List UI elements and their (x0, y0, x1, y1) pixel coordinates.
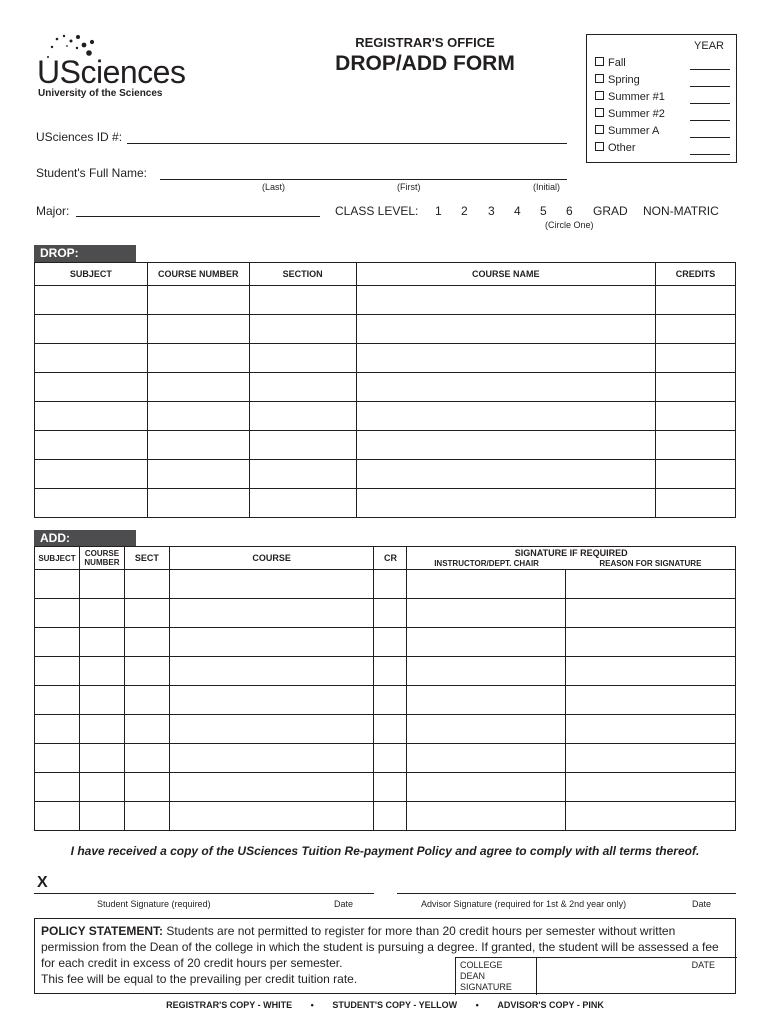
footer-student-copy: STUDENT'S COPY - YELLOW (332, 1000, 458, 1010)
drop-header-section: SECTION (249, 263, 356, 286)
class-level-5[interactable]: 5 (540, 204, 547, 218)
table-row (35, 599, 736, 628)
table-row (35, 628, 736, 657)
add-header-signature: SIGNATURE IF REQUIRED (407, 547, 736, 559)
copy-distribution-footer (34, 1000, 736, 1010)
term-summer-1[interactable]: Summer #1 (595, 91, 665, 103)
term-fall[interactable]: Fall (595, 57, 626, 69)
policy-label: POLICY STATEMENT: (41, 924, 164, 938)
checkbox-icon[interactable] (595, 142, 604, 151)
add-header-course-number: COURSE NUMBER (79, 547, 124, 570)
table-row (35, 744, 736, 773)
year-line[interactable] (690, 137, 730, 138)
add-header-reason: REASON FOR SIGNATURE (566, 558, 736, 570)
policy-acknowledgement: I have received a copy of the USciences Tuition Re-payment Policy and agree to comply with all terms thereof. (70, 844, 700, 858)
class-level-non-matric[interactable]: NON-MATRIC (643, 204, 719, 218)
term-other[interactable]: Other (595, 142, 636, 154)
add-header-course: COURSE (169, 547, 374, 570)
student-signature-line[interactable] (34, 893, 374, 894)
id-input[interactable] (127, 143, 567, 144)
drop-tab: DROP: (34, 245, 136, 262)
table-row (35, 286, 736, 315)
term-spring[interactable]: Spring (595, 74, 640, 86)
major-input[interactable] (76, 216, 320, 217)
table-row (35, 402, 736, 431)
add-header-sect: SECT (124, 547, 169, 570)
footer-bullet: • (310, 1000, 314, 1010)
table-row (35, 373, 736, 402)
add-table (34, 546, 736, 831)
signature-x: X (37, 874, 48, 891)
checkbox-icon[interactable] (595, 57, 604, 66)
student-signature-caption: Student Signature (required) (97, 899, 211, 909)
policy-statement-box (34, 918, 736, 994)
table-row (35, 344, 736, 373)
class-level-1[interactable]: 1 (435, 204, 442, 218)
dean-divider (536, 958, 537, 995)
logo-wordmark: USciences (37, 54, 186, 90)
id-label: USciences ID #: (36, 130, 123, 144)
class-level-grad[interactable]: GRAD (593, 204, 628, 218)
name-input[interactable] (160, 179, 567, 180)
student-date-caption: Date (334, 899, 354, 909)
form-title: DROP/ADD FORM (335, 52, 515, 75)
footer-advisor-copy: ADVISOR'S COPY - PINK (497, 1000, 604, 1010)
major-label: Major: (36, 204, 70, 218)
drop-header-course-name: COURSE NAME (356, 263, 655, 286)
advisor-signature-caption: Advisor Signature (required for 1st & 2nd year only) (421, 899, 627, 909)
add-header-instructor: INSTRUCTOR/DEPT. CHAIR (407, 558, 566, 570)
table-row (35, 489, 736, 518)
year-line[interactable] (690, 154, 730, 155)
name-initial: (Initial) (533, 182, 561, 192)
table-row (35, 802, 736, 831)
footer-registrar-copy: REGISTRAR'S COPY - WHITE (166, 1000, 293, 1010)
name-first: (First) (397, 182, 421, 192)
policy-body: Students are not permitted to register for more than 20 credit hours per semester without written permission from the Dean of the college in which the student is pursuing a degree. If granted, the student will be assessed a fee for each credit in excess of 20 credit hours per semester. (41, 924, 719, 970)
year-box (586, 34, 737, 163)
year-line[interactable] (690, 103, 730, 104)
class-level-2[interactable]: 2 (461, 204, 468, 218)
table-row (35, 460, 736, 489)
year-line[interactable] (690, 69, 730, 70)
year-label: YEAR (694, 40, 724, 52)
class-level-4[interactable]: 4 (514, 204, 521, 218)
name-last: (Last) (262, 182, 286, 192)
dean-signature-label: COLLEGE DEAN SIGNATURE (460, 960, 512, 992)
class-level-6[interactable]: 6 (566, 204, 573, 218)
name-label: Student's Full Name: (36, 166, 148, 180)
dean-date-label: DATE (691, 960, 715, 970)
table-row (35, 773, 736, 802)
drop-header-credits: CREDITS (656, 263, 736, 286)
drop-header-subject: SUBJECT (35, 263, 148, 286)
dean-signature-box[interactable] (455, 957, 737, 995)
office-title: REGISTRAR'S OFFICE (355, 35, 495, 50)
policy-fee: This fee will be equal to the prevailing per credit tuition rate. (41, 972, 358, 986)
table-row (35, 715, 736, 744)
advisor-date-caption: Date (692, 899, 712, 909)
add-header-cr: CR (374, 547, 407, 570)
year-line[interactable] (690, 120, 730, 121)
term-summer-2[interactable]: Summer #2 (595, 108, 665, 120)
add-tab: ADD: (34, 530, 136, 547)
table-row (35, 657, 736, 686)
add-header-subject: SUBJECT (35, 547, 80, 570)
class-level-3[interactable]: 3 (488, 204, 495, 218)
table-row (35, 686, 736, 715)
drop-header-course-number: COURSE NUMBER (147, 263, 249, 286)
checkbox-icon[interactable] (595, 74, 604, 83)
logo-subtitle: University of the Sciences (38, 88, 163, 99)
footer-bullet: • (475, 1000, 479, 1010)
class-level-label: CLASS LEVEL: (335, 204, 419, 218)
circle-one-note: (Circle One) (545, 220, 594, 230)
table-row (35, 431, 736, 460)
term-summer-a[interactable]: Summer A (595, 125, 659, 137)
advisor-signature-line[interactable] (397, 893, 736, 894)
checkbox-icon[interactable] (595, 91, 604, 100)
year-line[interactable] (690, 86, 730, 87)
checkbox-icon[interactable] (595, 108, 604, 117)
table-row (35, 315, 736, 344)
drop-table (34, 262, 736, 518)
checkbox-icon[interactable] (595, 125, 604, 134)
table-row (35, 570, 736, 599)
